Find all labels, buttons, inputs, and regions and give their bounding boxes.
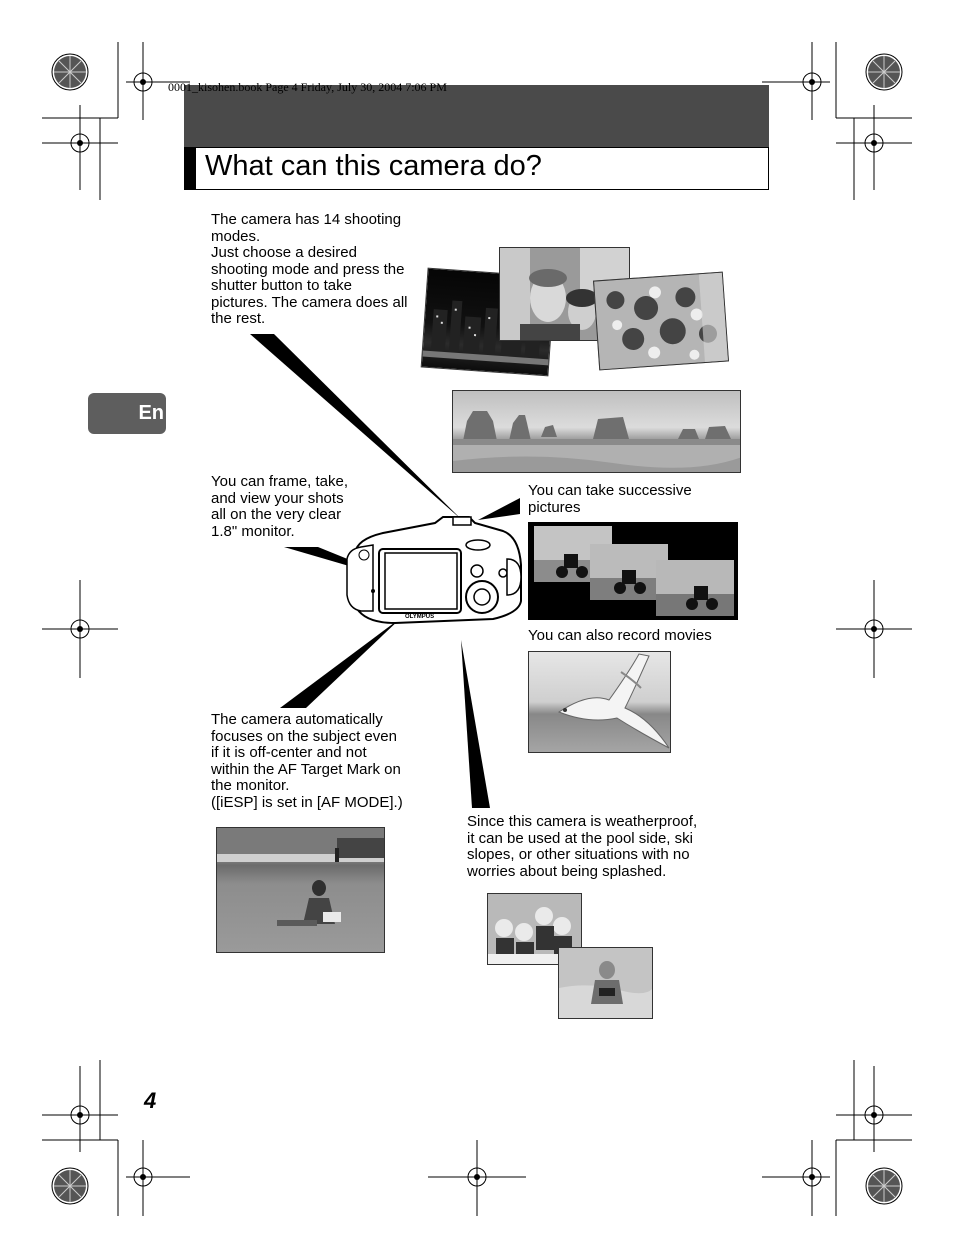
pool-girl-photo <box>558 947 653 1019</box>
page-title: What can this camera do? <box>205 150 542 182</box>
book-header-line: 0001_kisohen.book Page 4 Friday, July 30, 2004 7:06 PM <box>168 80 447 94</box>
camera-brand-label: OLYMPUS <box>405 614 435 620</box>
page-number: 4 <box>144 1088 157 1113</box>
text-line: the rest. <box>211 310 266 327</box>
text-line: if it is off-center and not <box>211 744 367 761</box>
text-line: the monitor. <box>211 777 290 794</box>
text-line: ([iESP] is set in [AF MODE].) <box>211 793 403 811</box>
text-line: all on the very clear <box>211 506 342 523</box>
text-line: it can be used at the pool side, ski <box>467 829 693 847</box>
text-line: slopes, or other situations with no <box>467 846 690 863</box>
text-line: The camera has 14 shooting <box>211 211 402 228</box>
text-line: Just choose a desired <box>211 244 357 261</box>
text-line: You can frame, take, <box>211 473 349 490</box>
text-line: The camera automatically <box>211 711 383 728</box>
woman-on-grass-photo <box>216 827 385 953</box>
motocross-sequence-photo <box>528 522 738 620</box>
camera-illustration <box>343 515 523 627</box>
text-line: pictures. The camera does all <box>211 293 408 311</box>
text-line: modes. <box>211 227 261 245</box>
text-line: shooting mode and press the <box>211 260 405 278</box>
text-line: within the AF Target Mark on <box>211 760 401 778</box>
text-line: worries about being splashed. <box>467 862 667 880</box>
text-line: You can take successive <box>528 482 692 499</box>
text-line: shutter button to take <box>211 277 352 294</box>
language-tab: En <box>88 393 166 434</box>
text-line: and view your shots <box>211 489 344 507</box>
text-line: You can also record movies <box>528 627 712 644</box>
panorama-desert-photo <box>452 390 741 473</box>
text-line: 1.8" monitor. <box>211 522 295 540</box>
food-photo <box>593 272 729 371</box>
text-line: Since this camera is weatherproof, <box>467 813 698 830</box>
seagull-photo <box>528 651 671 753</box>
text-line: pictures <box>528 498 581 516</box>
text-line: focuses on the subject even <box>211 727 397 745</box>
